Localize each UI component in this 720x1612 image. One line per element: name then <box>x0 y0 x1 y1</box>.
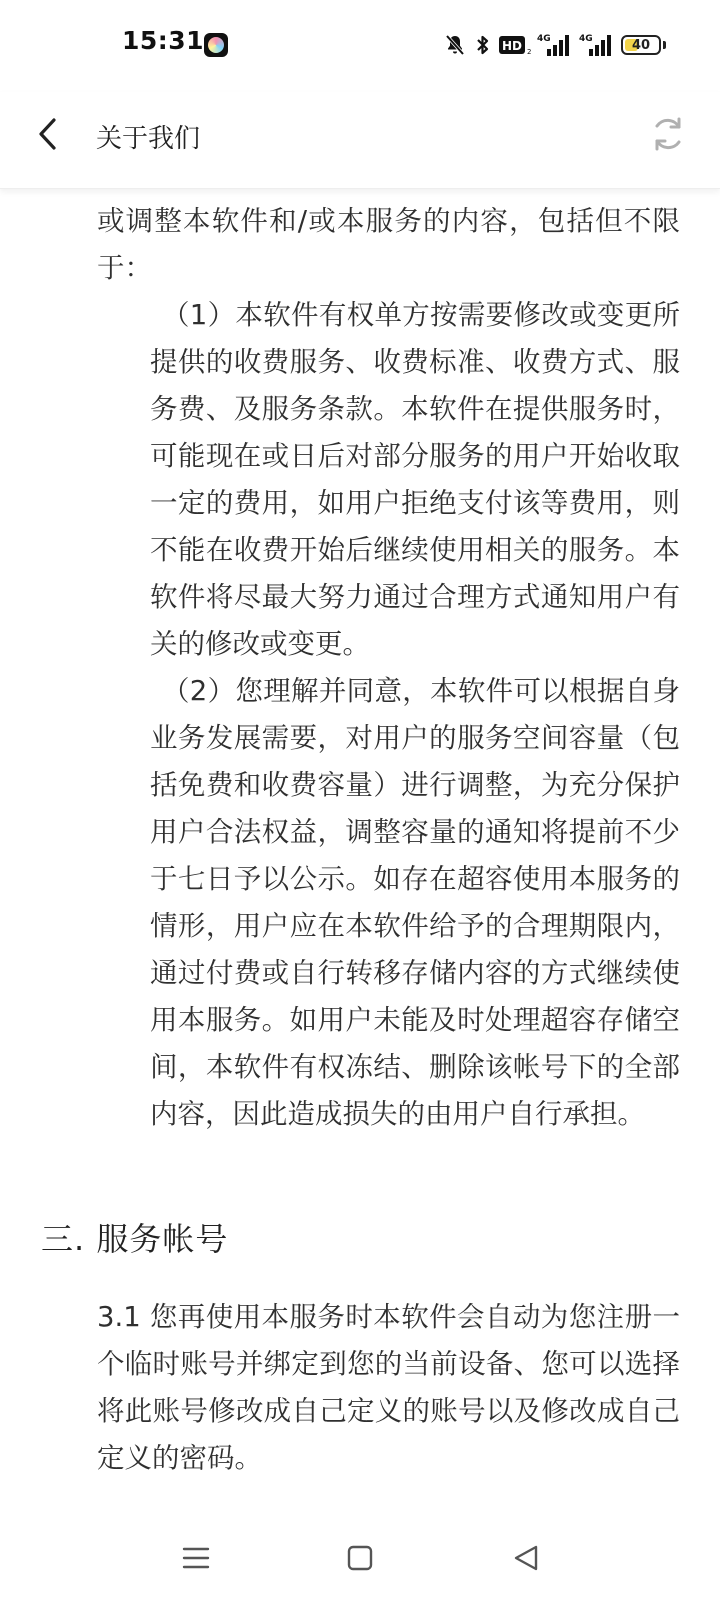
hd-badge-text: HD <box>501 39 523 53</box>
section-paragraph: 3.1 您再使用本服务时本软件会自动为您注册一个临时账号并绑定到您的当前设备、您可以选择将此账号修改成自己定义的账号以及修改成自己定义的密码。 <box>97 1301 680 1474</box>
content-area[interactable] <box>0 188 720 1508</box>
network-type-2: 4G <box>579 34 593 44</box>
mute-bell-icon <box>443 33 467 57</box>
network-type-1: 4G <box>537 34 551 44</box>
intro-paragraph: 或调整本软件和/或本服务的内容，包括但不限于： <box>97 205 680 284</box>
nav-back-button[interactable] <box>496 1530 556 1590</box>
section-heading: 三. 服务帐号 <box>41 1220 229 1258</box>
back-triangle-icon <box>512 1544 540 1576</box>
navigation-bar <box>0 1508 720 1612</box>
nav-home-button[interactable] <box>330 1530 390 1590</box>
refresh-button[interactable] <box>648 114 688 158</box>
refresh-icon <box>650 114 686 158</box>
battery-icon <box>621 35 661 55</box>
home-square-icon <box>346 1544 374 1576</box>
list-item: （2）您理解并同意，本软件可以根据自身业务发展需要，对用户的服务空间容量（包括免费和收费容量）进行调整，为充分保护用户合法权益，调整容量的通知将提前不少于七日予以公示。如存在超容使用本服务的情形，用户应在本软件给予的合理期限内，通过付费或自行转移存储内容的方式继续使用本服务。如用户未能及时处理超容存储空间，本软件有权冻结、删除该帐号下的全部内容，因此造成损失的由用户自行承担。 <box>150 675 680 1130</box>
hd-volte-icon <box>499 34 532 56</box>
back-button[interactable] <box>28 112 68 160</box>
chevron-left-icon <box>37 117 59 155</box>
app-header <box>0 92 720 189</box>
status-bar <box>0 0 720 92</box>
battery-level: 40 <box>631 37 651 53</box>
app-notification-icon <box>204 33 228 57</box>
page-title: 关于我们 <box>96 124 201 154</box>
list-item: （1）本软件有权单方按需要修改或变更所提供的收费服务、收费标准、收费方式、服务费、及服务条款。本软件在提供服务时，可能现在或日后对部分服务的用户开始收取一定的费用，如用户拒绝支付该等费用，则不能在收费开始后继续使用相关的服务。本软件将尽最大努力通过合理方式通知用户有关的修改或变更。 <box>150 299 680 660</box>
signal-4g-icon <box>579 32 613 58</box>
nav-menu-button[interactable] <box>166 1530 226 1590</box>
status-time: 15:31 <box>122 26 205 55</box>
svg-text:2: 2 <box>527 48 532 56</box>
battery-tip <box>663 41 666 49</box>
bluetooth-icon <box>475 33 491 57</box>
menu-icon <box>182 1544 210 1576</box>
status-icons <box>443 30 666 60</box>
signal-4g-icon <box>537 32 571 58</box>
